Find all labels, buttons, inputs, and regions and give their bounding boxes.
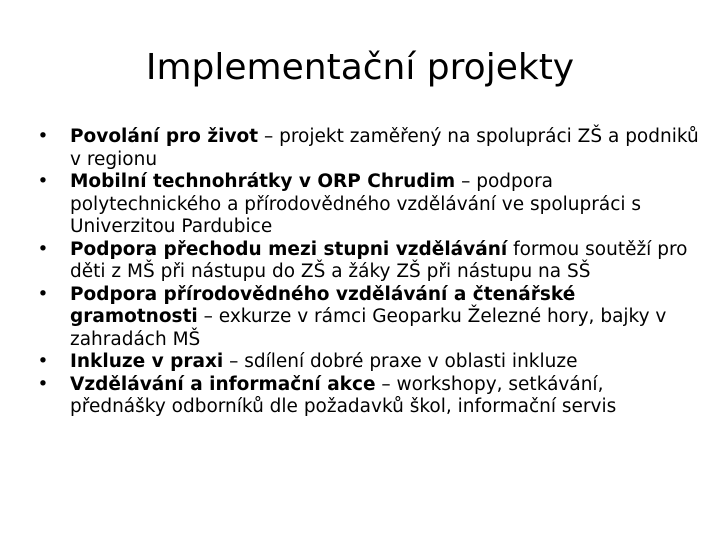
- bullet-heading: Podpora přechodu mezi stupni vzdělávání: [70, 238, 508, 260]
- bullet-heading: Inkluze v praxi: [70, 351, 224, 372]
- bullet-icon: •: [37, 171, 49, 192]
- bullet-text: – podpora polytechnického a přírodovědného vzdělávání ve spolupráci s Univerzitou Pardubice: [70, 171, 642, 237]
- slide-title: Implementační projekty: [145, 47, 575, 88]
- bullet-list: [36, 126, 700, 419]
- bullet-heading: Mobilní technohrátky v ORP Chrudim: [70, 171, 456, 192]
- bullet-text: formou soutěží pro děti z MŠ při nástupu do ZŠ a žáky ZŠ při nástupu na SŠ: [70, 238, 688, 282]
- bullet-item-prirodovedne: [36, 284, 700, 352]
- bullet-icon: •: [37, 238, 49, 260]
- bullet-text: – workshopy, setkávání, přednášky odborníků dle požadavků škol, informační servis: [70, 373, 617, 417]
- bullet-text: – projekt zaměřený na spolupráci ZŠ a podniků v regionu: [70, 126, 699, 170]
- bullet-heading: Podpora přírodovědného vzdělávání a čtenářské gramotnosti: [70, 283, 576, 327]
- bullet-item-prechod: [36, 239, 700, 284]
- bullet-icon: •: [37, 373, 49, 395]
- bullet-icon: •: [37, 126, 49, 147]
- bullet-item-technohratky: [36, 171, 700, 239]
- bullet-heading: Povolání pro život: [70, 126, 259, 147]
- bullet-heading: Vzdělávání a informační akce: [70, 373, 376, 395]
- bullet-item-povolani: [36, 126, 700, 171]
- bullet-icon: •: [37, 283, 49, 305]
- bullet-item-inkluze: [36, 351, 700, 374]
- bullet-text: – sdílení dobré praxe v oblasti inkluze: [223, 351, 578, 372]
- bullet-text: – exkurze v rámci Geoparku Železné hory, bajky v zahradách MŠ: [70, 306, 667, 350]
- bullet-icon: •: [37, 351, 49, 372]
- bullet-item-vzdelavani: [36, 374, 700, 419]
